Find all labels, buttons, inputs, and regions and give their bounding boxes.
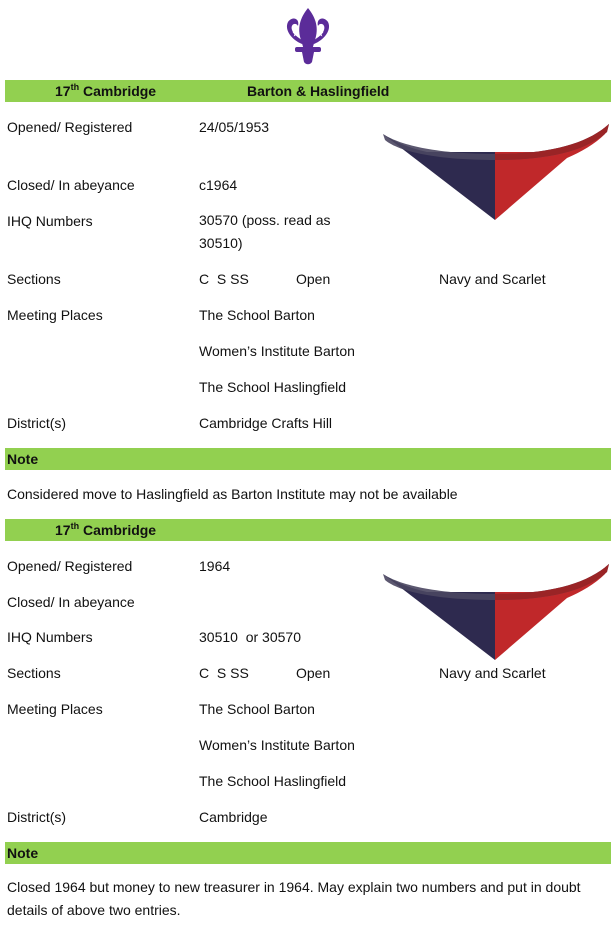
district-value: Cambridge [199,809,268,825]
note-header-bar [5,448,611,470]
closed-label: Closed/ In abeyance [7,177,135,193]
meeting-label: Meeting Places [7,307,103,323]
closed-value: c1964 [199,177,238,193]
opened-label: Opened/ Registered [7,558,133,574]
group-area: Barton & Haslingfield [247,83,390,99]
meeting-place: The School Haslingfield [199,379,347,395]
ihq-label: IHQ Numbers [7,629,93,645]
district-value: Cambridge Crafts Hill [199,415,333,431]
opened-value: 24/05/1953 [199,119,270,135]
district-label: District(s) [7,415,67,431]
group-name: 17th Cambridge [55,82,157,99]
ihq-value: 30570 (poss. read as 30510) [199,212,331,251]
district-label: District(s) [7,809,67,825]
group-name: 17th Cambridge [55,521,157,538]
opened-value: 1964 [199,558,231,574]
scarf-colours: Navy and Scarlet [439,665,546,681]
sections-value: C S SS [199,271,249,287]
meeting-place: Women’s Institute Barton [199,343,355,359]
fleur-de-lis-icon [278,6,338,68]
ihq-label: IHQ Numbers [7,213,93,229]
scarf-icon [381,122,611,222]
scarf-icon [381,562,611,662]
note-label: Note [7,845,39,861]
note-label: Note [7,451,39,467]
sections-value: C S SS [199,665,249,681]
note-header-bar [5,842,611,864]
meeting-place: The School Barton [199,701,315,717]
meeting-place: The School Haslingfield [199,773,347,789]
note-text: Considered move to Haslingfield as Barton Institute may not be available [7,486,458,502]
sections-status: Open [296,271,331,287]
sections-label: Sections [7,665,61,681]
ihq-value: 30510 or 30570 [199,629,301,645]
note-text: Closed 1964 but money to new treasurer in 1964. May explain two numbers and put in doubt details of above two entries. [7,879,581,918]
meeting-place: Women’s Institute Barton [199,737,355,753]
scarf-colours: Navy and Scarlet [439,271,546,287]
sections-status: Open [296,665,331,681]
meeting-label: Meeting Places [7,701,103,717]
closed-label: Closed/ In abeyance [7,594,135,610]
opened-label: Opened/ Registered [7,119,133,135]
sections-label: Sections [7,271,61,287]
meeting-place: The School Barton [199,307,315,323]
